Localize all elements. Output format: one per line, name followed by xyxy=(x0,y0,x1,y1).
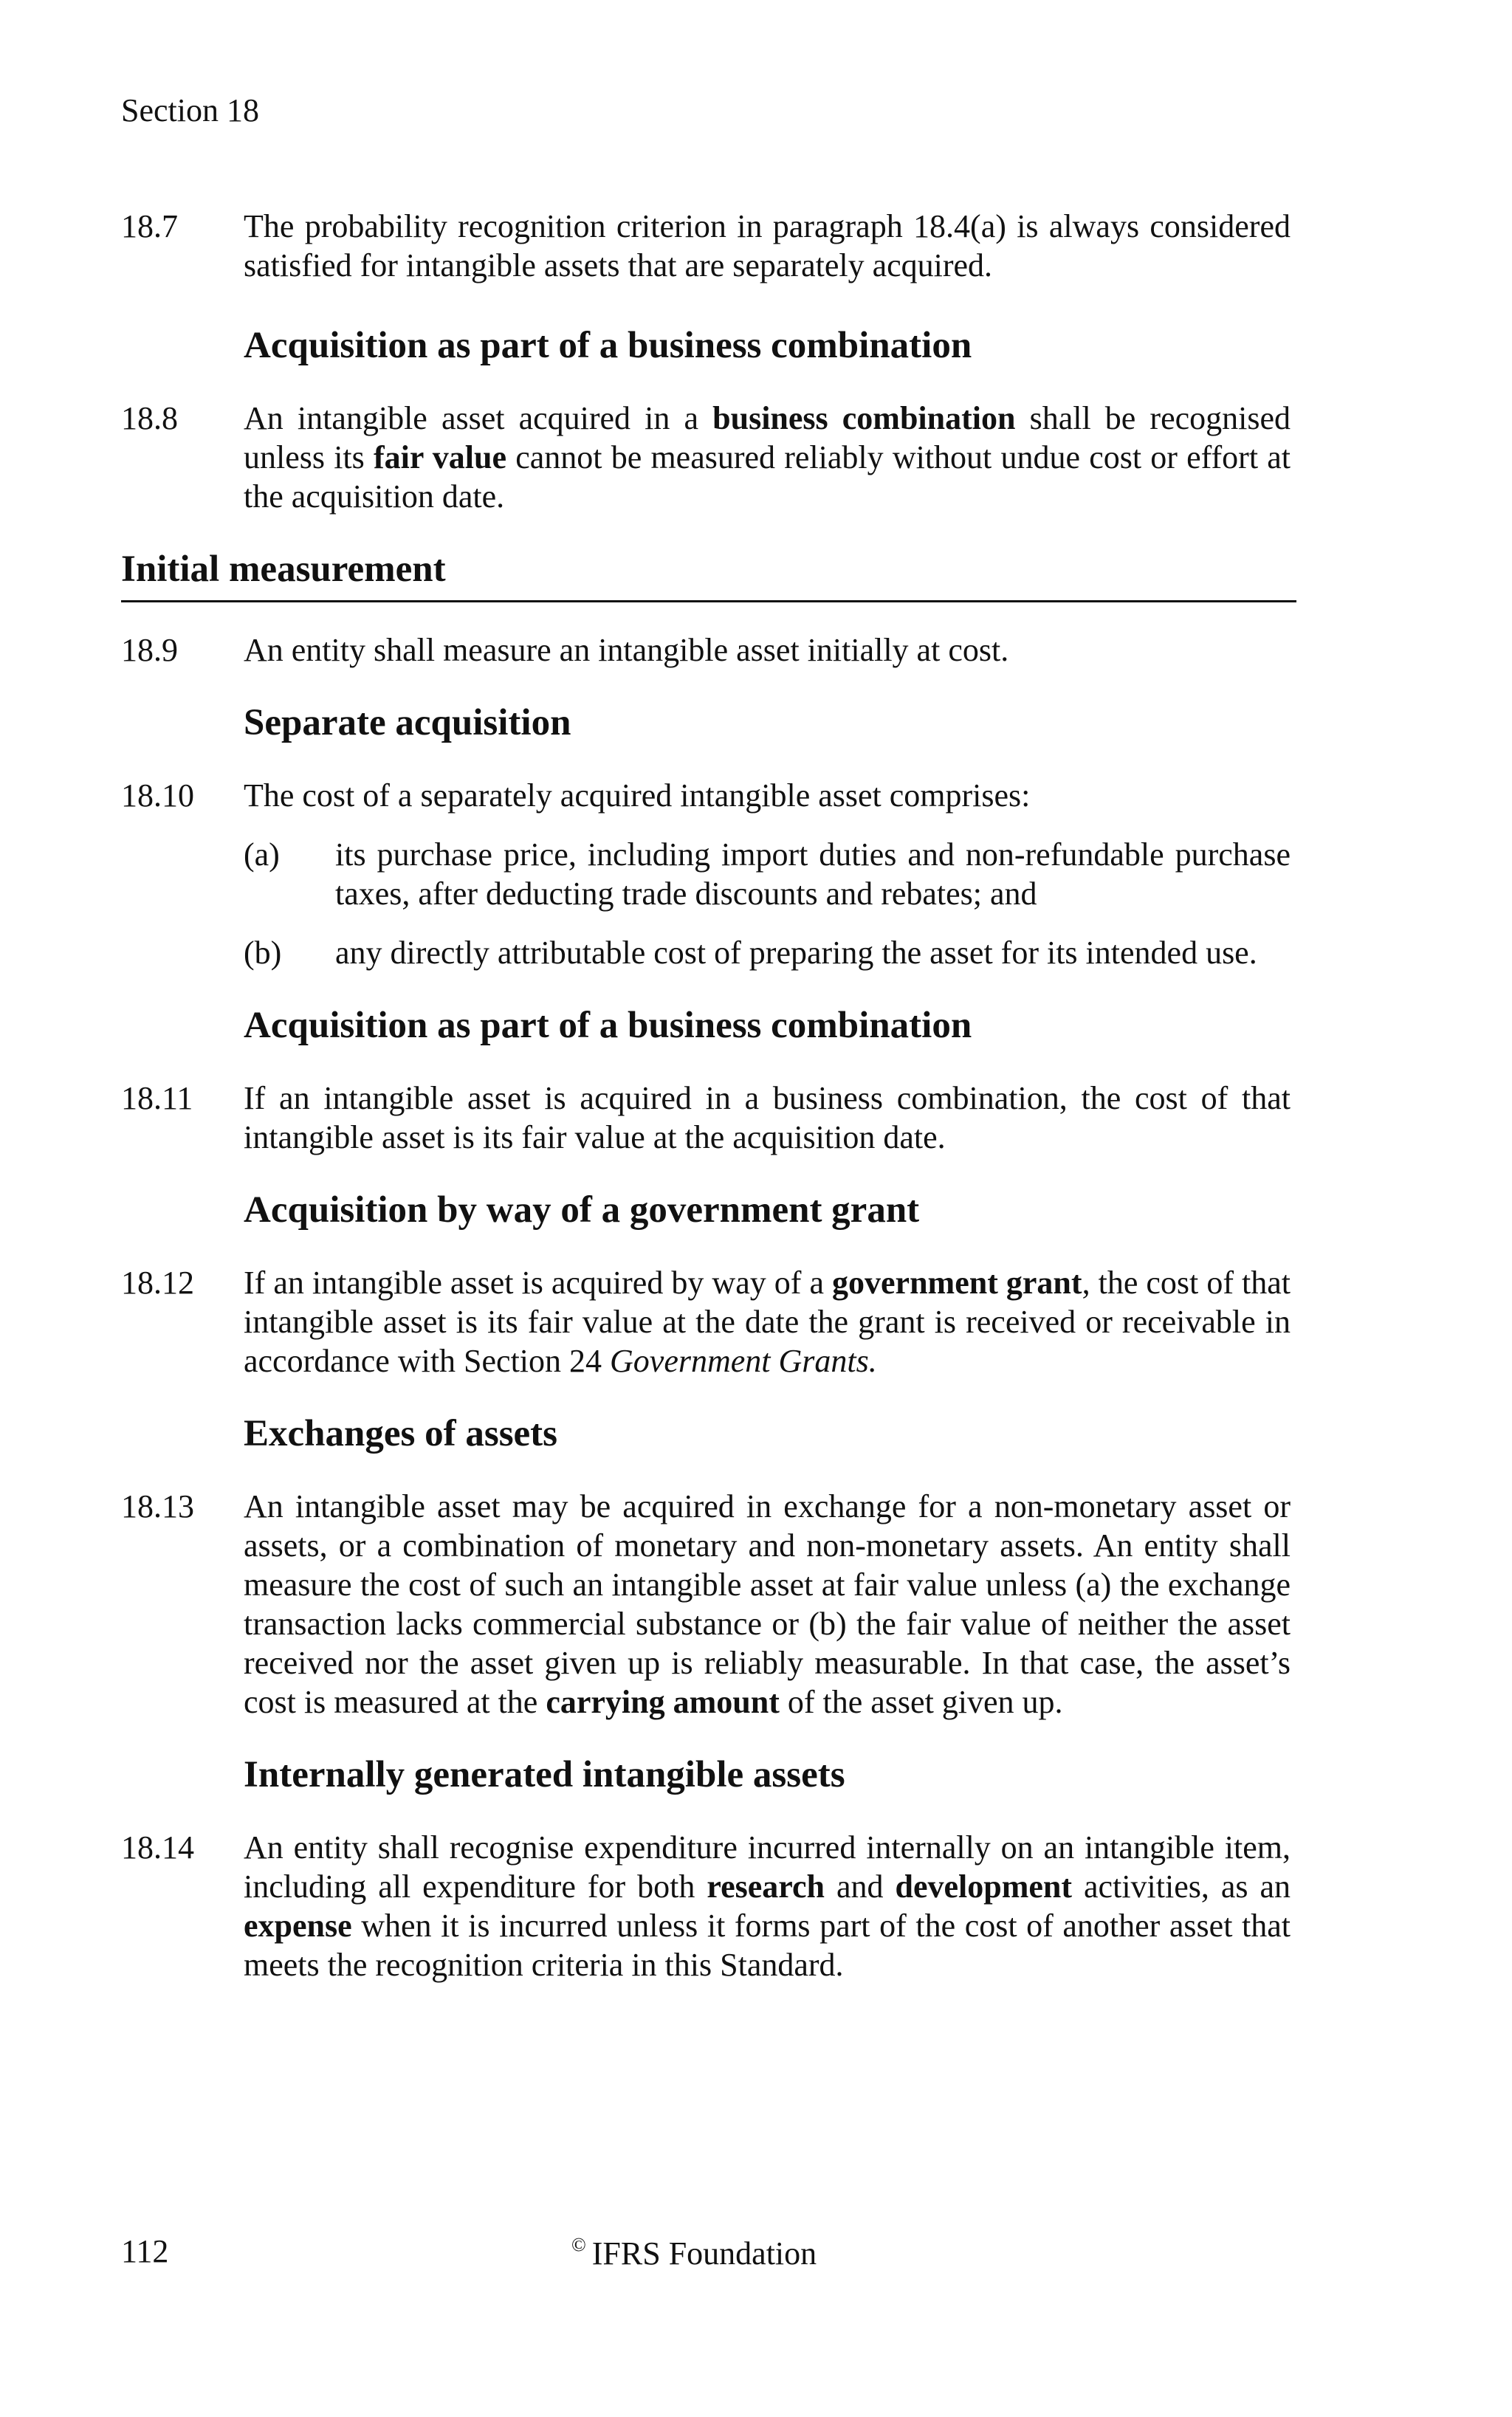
paragraph-text: The cost of a separately acquired intangible asset comprises: xyxy=(244,777,1031,814)
list-item-text: its purchase price, including import duties and non-refundable purchase taxes, after deducting trade discounts and rebates; and xyxy=(335,836,1291,912)
paragraph-18-9 xyxy=(121,630,1291,670)
defined-term: research xyxy=(707,1868,825,1905)
paragraph-text: The probability recognition criterion in paragraph 18.4(a) is always considered satisfied for intangible assets that are separately acquired. xyxy=(244,208,1291,283)
text-run: An intangible asset acquired in a xyxy=(244,400,713,436)
defined-term: fair value xyxy=(373,439,507,475)
paragraph-text: An entity shall measure an intangible asset initially at cost. xyxy=(244,632,1009,668)
paragraph-18-13 xyxy=(121,1487,1291,1722)
subheading-government-grant: Acquisition by way of a government grant xyxy=(244,1189,920,1231)
paragraph-text: If an intangible asset is acquired in a business combination, the cost of that intangible asset is its fair value at the acquisition date. xyxy=(244,1080,1291,1155)
text-run: If an intangible asset is acquired by way of a xyxy=(244,1265,833,1301)
list-item-a xyxy=(244,835,1291,913)
subheading-internally-generated: Internally generated intangible assets xyxy=(244,1754,845,1795)
paragraph-number: 18.11 xyxy=(121,1080,193,1116)
defined-term: carrying amount xyxy=(546,1684,780,1720)
list-item-text: any directly attributable cost of preparing the asset for its intended use. xyxy=(335,935,1257,971)
text-run: , the cost of that intangible asset is its fair value at the date the grant is received or receivable in accordance with Section 24 xyxy=(244,1265,1291,1379)
defined-term: development xyxy=(895,1868,1073,1905)
text-run: An intangible asset may be acquired in exchange for a non-monetary asset or assets, or a combination of monetary and non-monetary assets. An entity shall measure the cost of such an intangible asset at fair value unless (a) the exchange transaction lacks commercial substance or (b) the fair value of neither the asset received nor the asset given up is reliably measurable. In that case, the asset’s cost is measured at the xyxy=(244,1488,1291,1720)
text-run: and xyxy=(825,1868,896,1905)
paragraph-18-8 xyxy=(121,399,1291,516)
copyright-symbol: © xyxy=(571,2234,586,2255)
running-header: Section 18 xyxy=(121,92,259,128)
paragraph-text xyxy=(244,1487,1291,1722)
page-body xyxy=(121,207,1291,1984)
defined-term: government grant xyxy=(832,1265,1082,1301)
paragraph-text xyxy=(244,1263,1291,1381)
paragraph-number: 18.12 xyxy=(121,1265,194,1301)
text-run: shall be recognised unless its xyxy=(244,400,1291,475)
list-item-label: (b) xyxy=(244,935,282,971)
paragraph-text xyxy=(244,399,1291,516)
copyright-notice xyxy=(571,2235,817,2270)
section-heading-initial-measurement: Initial measurement xyxy=(121,547,1296,602)
paragraph-18-14 xyxy=(121,1828,1291,1984)
cross-reference-title: Government Grants. xyxy=(610,1343,877,1379)
copyright-text: IFRS Foundation xyxy=(591,2235,817,2272)
paragraph-18-7 xyxy=(121,207,1291,285)
list-item-label: (a) xyxy=(244,836,280,873)
text-run: of the asset given up. xyxy=(779,1684,1063,1720)
paragraph-number: 18.9 xyxy=(121,632,178,668)
subheading-exchanges-of-assets: Exchanges of assets xyxy=(244,1413,558,1454)
paragraph-number: 18.13 xyxy=(121,1488,194,1524)
paragraph-text xyxy=(244,1828,1291,1984)
paragraph-number: 18.8 xyxy=(121,400,178,436)
paragraph-number: 18.10 xyxy=(121,777,194,814)
text-run: An entity shall recognise expenditure incurred internally on an intangible item, including all expenditure for both xyxy=(244,1829,1291,1905)
page-number: 112 xyxy=(121,2233,169,2269)
list-18-10 xyxy=(244,835,1291,972)
list-item-b xyxy=(244,933,1291,972)
defined-term: business combination xyxy=(712,400,1016,436)
subheading-acquisition-business-combination: Acquisition as part of a business combination xyxy=(244,325,972,366)
defined-term: expense xyxy=(244,1908,352,1944)
paragraph-18-11 xyxy=(121,1079,1291,1157)
paragraph-number: 18.7 xyxy=(121,208,178,244)
paragraph-number: 18.14 xyxy=(121,1829,194,1866)
paragraph-18-12 xyxy=(121,1263,1291,1381)
text-run: when it is incurred unless it forms part of the cost of another asset that meets the recognition criteria in this Standard. xyxy=(244,1908,1291,1983)
text-run: cannot be measured reliably without undue cost or effort at the acquisition date. xyxy=(244,439,1291,515)
subheading-separate-acquisition: Separate acquisition xyxy=(244,702,571,743)
text-run: activities, as an xyxy=(1072,1868,1291,1905)
paragraph-18-10 xyxy=(121,776,1291,815)
subheading-acquisition-business-combination: Acquisition as part of a business combination xyxy=(244,1005,972,1046)
